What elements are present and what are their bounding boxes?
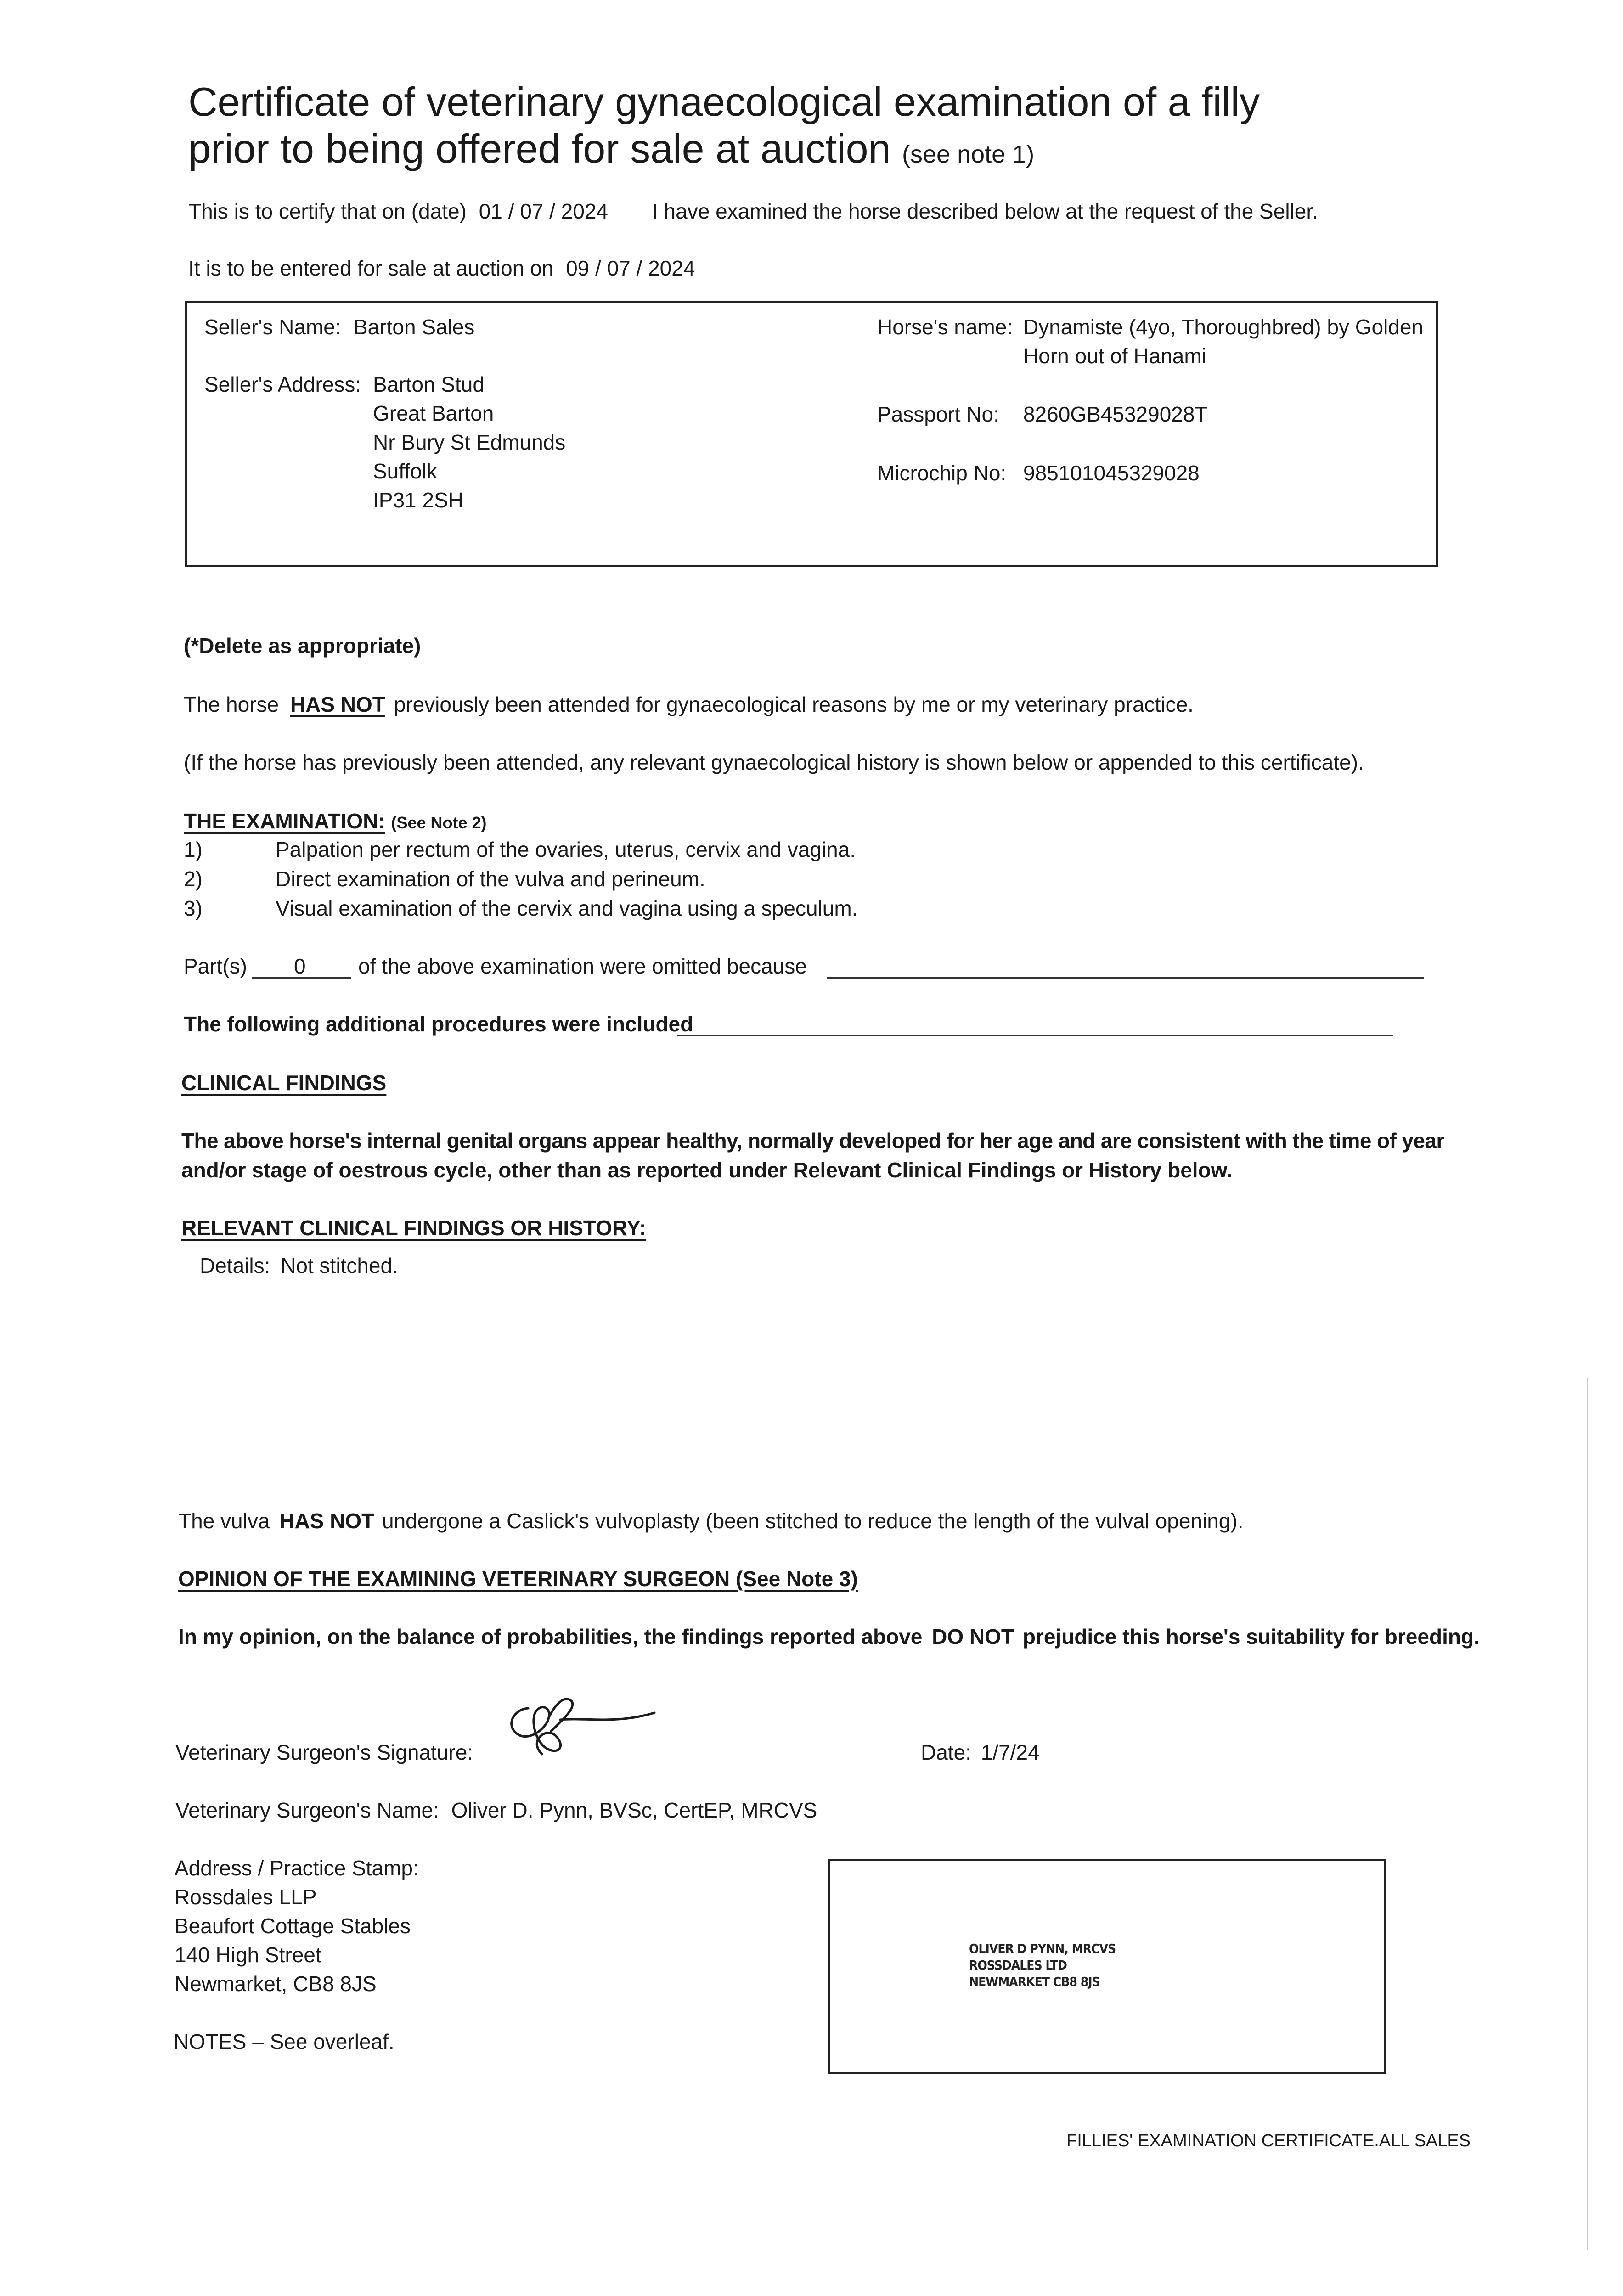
practice-stamp-box [828, 1859, 1386, 2074]
details-label: Details: [200, 1254, 270, 1277]
title-note: (see note 1) [902, 141, 1035, 168]
horse-name-line-2: Horn out of Hanami [1023, 344, 1206, 368]
opinion-heading: OPINION OF THE EXAMINING VETERINARY SURGEON (See Note 3) [178, 1567, 858, 1591]
auction-date: 09 / 07 / 2024 [566, 256, 695, 280]
opinion-suffix: prejudice this horse's suitability for breeding. [1022, 1625, 1480, 1649]
vulva-status: HAS NOT [279, 1509, 375, 1533]
relevant-heading: RELEVANT CLINICAL FINDINGS OR HISTORY: [181, 1216, 647, 1240]
opinion-line [178, 1622, 1480, 1651]
seller-name-label: Seller's Name: [204, 315, 341, 339]
scan-margin-line-right [1587, 1378, 1588, 2250]
opinion-prefix: In my opinion, on the balance of probabilities, the findings reported above [178, 1625, 923, 1649]
horse-name-line-1: Dynamiste (4yo, Thoroughbred) by Golden [1023, 315, 1424, 339]
stamp-line-3: NEWMARKET CB8 8JS [969, 1974, 1100, 1989]
clinical-line-2: and/or stage of oestrous cycle, other than as reported under Relevant Clinical Findings or History below. [181, 1158, 1233, 1182]
seller-address-line-4: Suffolk [373, 459, 437, 483]
relevant-details [200, 1251, 398, 1280]
exam-item-1-text: Palpation per rectum of the ovaries, uterus, cervix and vagina. [276, 838, 856, 861]
seller-address-label: Seller's Address: [204, 372, 361, 396]
attended-status: HAS NOT [290, 692, 385, 716]
omitted-suffix: of the above examination were omitted because [358, 954, 807, 978]
notes-overleaf: NOTES – See overleaf. [174, 2030, 394, 2054]
omitted-prefix: Part(s) [184, 954, 247, 978]
vulva-line [178, 1506, 1244, 1536]
microchip-number: 985101045329028 [1023, 461, 1200, 485]
vulva-suffix: undergone a Caslick's vulvoplasty (been stitched to reduce the length of the vulval opening). [382, 1509, 1244, 1533]
clinical-line-1: The above horse's internal genital organs appear healthy, normally developed for her age and are consistent with the time of year [181, 1129, 1444, 1153]
seller-address-line-1: Barton Stud [373, 372, 485, 396]
additional-procedures: The following additional procedures were included [184, 1012, 693, 1036]
horse-name-label: Horse's name: [877, 315, 1013, 339]
examination-heading [184, 806, 487, 838]
passport-label: Passport No: [877, 402, 999, 426]
seller-address-line-2: Great Barton [373, 401, 494, 425]
seller-address-line-3: Nr Bury St Edmunds [373, 430, 566, 454]
certify-prefix: This is to certify that on (date) [188, 199, 467, 223]
practice-line-3: 140 High Street [175, 1943, 321, 1967]
auction-line [188, 253, 695, 283]
surgeon-name: Oliver D. Pynn, BVSc, CertEP, MRCVS [451, 1798, 817, 1822]
date-label: Date: [921, 1740, 971, 1764]
attended-prefix: The horse [184, 692, 279, 716]
exam-item-1-num: 1) [184, 838, 203, 861]
clinical-heading: CLINICAL FINDINGS [181, 1071, 387, 1095]
attended-suffix: previously been attended for gynaecological reasons by me or my veterinary practice. [394, 692, 1194, 716]
examination-heading-note: (See Note 2) [391, 813, 487, 832]
practice-line-1: Rossdales LLP [175, 1885, 317, 1909]
passport-number: 8260GB45329028T [1023, 402, 1208, 426]
additional-procedures-line [677, 1035, 1393, 1036]
surgeon-name-label: Veterinary Surgeon's Name: [175, 1798, 439, 1822]
surgeon-name-line [175, 1795, 817, 1825]
exam-item-2-text: Direct examination of the vulva and perineum. [276, 867, 705, 891]
omitted-reason-line [827, 977, 1424, 979]
practice-line-4: Newmarket, CB8 8JS [175, 1972, 377, 1996]
page-title-line-1: Certificate of veterinary gynaecological examination of a filly [188, 79, 1260, 124]
practice-label: Address / Practice Stamp: [175, 1856, 419, 1880]
page-title-line-2 [188, 125, 1034, 178]
opinion-status: DO NOT [932, 1625, 1014, 1649]
signature-label: Veterinary Surgeon's Signature: [175, 1740, 473, 1764]
seller-address-line-5: IP31 2SH [373, 488, 463, 512]
page-title-text: prior to being offered for sale at auction [188, 126, 891, 171]
footer-certificate-id: FILLIES' EXAMINATION CERTIFICATE.ALL SALES [1066, 2131, 1471, 2150]
certify-suffix: I have examined the horse described below at the request of the Seller. [652, 199, 1318, 223]
stamp-line-2: ROSSDALES LTD [969, 1958, 1067, 1973]
signature-mark [496, 1681, 661, 1768]
details-value: Not stitched. [281, 1254, 398, 1277]
history-note: (If the horse has previously been attended, any relevant gynaecological history is shown below or appended to this certificate). [184, 750, 1364, 774]
attended-line [184, 690, 1194, 719]
practice-line-2: Beaufort Cottage Stables [175, 1914, 411, 1938]
seller-name: Barton Sales [354, 315, 475, 339]
stamp-line-1: OLIVER D PYNN, MRCVS [969, 1941, 1116, 1956]
exam-item-2-num: 2) [184, 867, 203, 891]
signature-date [921, 1738, 1040, 1767]
vulva-prefix: The vulva [178, 1509, 270, 1533]
auction-prefix: It is to be entered for sale at auction on [188, 256, 554, 280]
omitted-value: 0 [294, 954, 306, 978]
exam-item-3-text: Visual examination of the cervix and vagina using a speculum. [276, 896, 858, 920]
delete-note: (*Delete as appropriate) [184, 634, 421, 658]
exam-item-3-num: 3) [184, 896, 203, 920]
microchip-label: Microchip No: [877, 461, 1007, 485]
certify-line [188, 197, 608, 226]
examination-heading-text: THE EXAMINATION: [184, 809, 385, 833]
date-value: 1/7/24 [981, 1740, 1040, 1764]
exam-date: 01 / 07 / 2024 [479, 199, 609, 223]
